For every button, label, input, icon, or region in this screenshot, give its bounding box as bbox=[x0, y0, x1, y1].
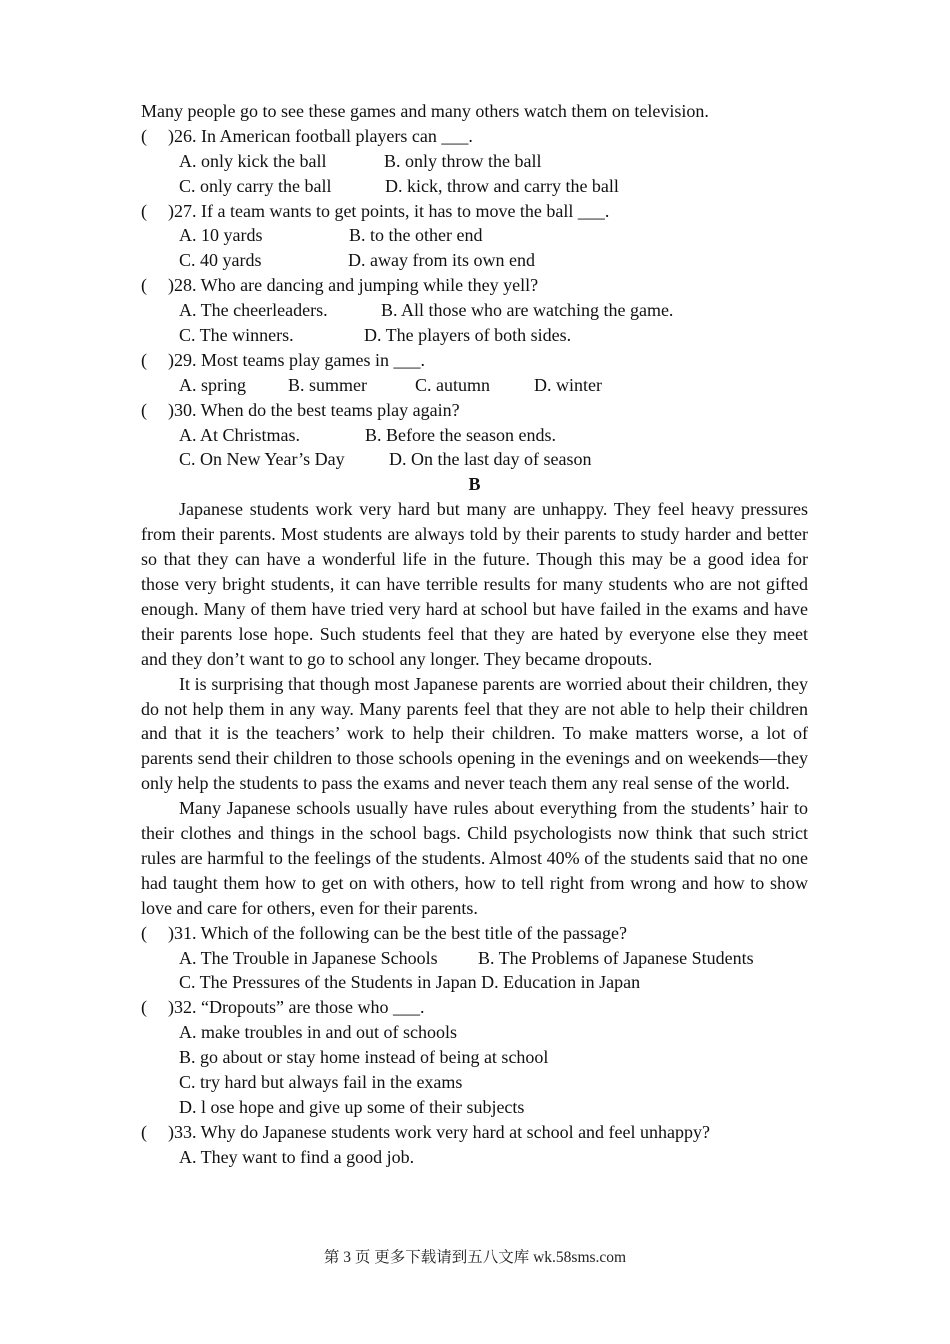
option: D. kick, throw and carry the ball bbox=[385, 175, 619, 196]
answer-blank: ( bbox=[141, 275, 147, 296]
answer-blank: ( bbox=[141, 125, 147, 146]
question-31: ( )31. Which of the following can be the best title of the passage? bbox=[141, 921, 808, 946]
options-row bbox=[141, 149, 808, 174]
question-28: ( )28. Who are dancing and jumping while they yell? bbox=[141, 273, 808, 298]
passage-paragraph: Japanese students work very hard but many are unhappy. They feel heavy pressures from their parents. Most students are always told by their parents to study harder and better so that they can have a wonderful life in the future. Though this may be a good idea for those very bright students, it can have terrible results for many students who are not gifted enough. Many of them have tried very hard at school but have failed in the exams and have their parents lose hope. Such students feel that they are hated by everyone else they meet and they don’t want to go to school any longer. They became dropouts. bbox=[141, 499, 808, 669]
options-row bbox=[141, 248, 808, 273]
answer-blank: ( bbox=[141, 1121, 147, 1142]
question-30: ( )30. When do the best teams play again? bbox=[141, 398, 808, 423]
option: C. 40 yards bbox=[179, 250, 262, 271]
options-row bbox=[141, 174, 808, 199]
option: A. spring bbox=[179, 374, 246, 395]
option: A. 10 yards bbox=[179, 225, 263, 246]
option: C. try hard but always fail in the exams bbox=[179, 1072, 463, 1092]
option: D. The players of both sides. bbox=[364, 325, 572, 346]
option: B. summer bbox=[288, 374, 367, 395]
option: B. go about or stay home instead of being at school bbox=[179, 1047, 549, 1068]
question-29: ( )29. Most teams play games in ___. bbox=[141, 348, 808, 373]
option: D. winter bbox=[534, 374, 602, 395]
answer-blank: ( bbox=[141, 997, 147, 1018]
option: A. only kick the ball bbox=[179, 150, 327, 171]
options-row bbox=[141, 298, 808, 323]
question-33: ( )33. Why do Japanese students work very hard at school and feel unhappy? bbox=[141, 1120, 808, 1145]
option: D. On the last day of season bbox=[389, 449, 592, 470]
answer-blank: ( bbox=[141, 200, 147, 221]
option: C. The Pressures of the Students in Japan D. Education in Japan bbox=[179, 972, 641, 993]
options-row bbox=[141, 323, 808, 348]
document-page bbox=[141, 99, 808, 1170]
option: D. away from its own end bbox=[348, 250, 535, 271]
option: B. Before the season ends. bbox=[365, 424, 556, 445]
question-32: ( )32. “Dropouts” are those who ___. bbox=[141, 995, 808, 1020]
question-26: ( )26. In American football players can ___. bbox=[141, 124, 808, 149]
options-row bbox=[141, 970, 808, 995]
option: C. autumn bbox=[415, 374, 490, 395]
option: A. make troubles in and out of schools bbox=[179, 1022, 457, 1043]
option: C. On New Year’s Day bbox=[179, 449, 345, 470]
passage-paragraph: Many Japanese schools usually have rules about everything from the students’ hair to their clothes and things in the school bags. Child psychologists now think that such strict rules are harmful to the feelings of the students. Almost 40% of the students said that no one had taught them how to get on with others, how to tell right from wrong and how to show love and care for others, even for their parents. bbox=[141, 798, 808, 918]
question-27: ( )27. If a team wants to get points, it has to move the ball ___. bbox=[141, 199, 808, 224]
page-footer: 第 3 页 更多下载请到五八文库 wk.58sms.com bbox=[323, 1249, 627, 1266]
intro-line: Many people go to see these games and many others watch them on television. bbox=[141, 101, 709, 121]
option: B. to the other end bbox=[349, 225, 483, 246]
options-row bbox=[141, 223, 808, 248]
option: D. l ose hope and give up some of their subjects bbox=[179, 1096, 525, 1117]
option: A. They want to find a good job. bbox=[179, 1146, 415, 1167]
option: C. The winners. bbox=[179, 325, 294, 346]
answer-blank: ( bbox=[141, 399, 147, 420]
options-row bbox=[141, 373, 808, 398]
options-row bbox=[141, 946, 808, 971]
answer-blank: ( bbox=[141, 349, 147, 370]
options-row bbox=[141, 447, 808, 472]
option: B. The Problems of Japanese Students bbox=[478, 947, 754, 968]
passage-paragraph: It is surprising that though most Japanese parents are worried about their children, they do not help them in any way. Many parents feel that they are not able to help their children and that it is the teachers’ work to help their children. To make matters worse, a lot of parents send their children to those schools opening in the evenings and on weekends—they only help the students to pass the exams and never teach them any real sense of the world. bbox=[141, 673, 808, 794]
option: C. only carry the ball bbox=[179, 175, 332, 196]
option: A. The cheerleaders. bbox=[179, 300, 328, 321]
option: A. The Trouble in Japanese Schools bbox=[179, 947, 438, 968]
option: B. only throw the ball bbox=[384, 150, 542, 171]
answer-blank: ( bbox=[141, 922, 147, 943]
section-b-heading: B bbox=[468, 474, 481, 495]
option: A. At Christmas. bbox=[179, 424, 301, 445]
option: B. All those who are watching the game. bbox=[381, 300, 674, 321]
options-row bbox=[141, 423, 808, 448]
